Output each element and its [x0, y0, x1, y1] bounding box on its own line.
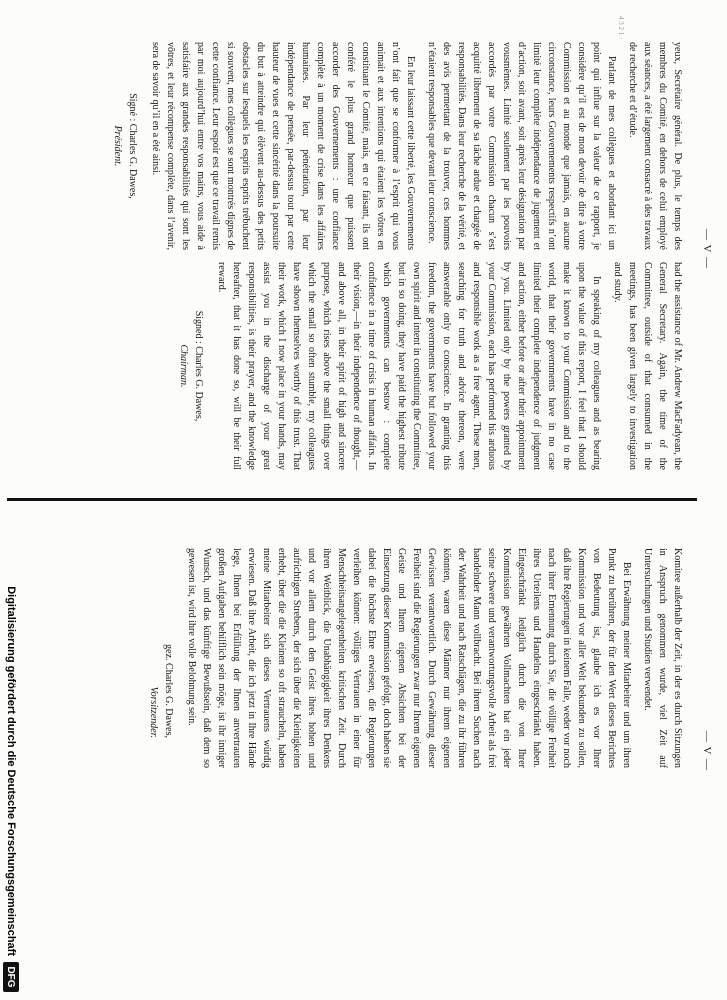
- german-signature-block: [146, 548, 176, 768]
- page-divider: [7, 498, 697, 501]
- german-paragraph: Bei Erwähnung meiner Mitarbeiter und um ihren Punkt zu berühren, der für den Wert dieses Berichtes von Bedeutung ist, glaube ich es vor Ihrer Kommission und vor aller Welt bekunden zu sollen, daß ihre Regierungen in keinem Falle, weder vor noch nach ihrer Ernennung durch Sie, die völlige Freiheit ihres Urteilens und Handelns eingeschränkt haben. Eingeschränkt lediglich durch die von Ihrer Kommission gewährten Vollmachten hat ein jeder seine schwere und verantwortungsvolle Arbeit als frei handelnder Mann vollbracht. Bei ihrem Suchen nach der Wahrheit und nach Ratschlägen, die zu ihr führen könnten, waren diese Männer nur ihrem eigenen Gewissen verantwortlich. Durch Gewährung dieser Freiheit sind die Regierungen zwar nur Ihrem eigenen Geiste und Ihrem eigenen Absichten bei der Einsetzung dieser Kommission gefolgt, doch haben sie dabei die höchste Ehre erwiesen, die Regierungen verleihen können: völliges Vertrauen in einer für Menschheitsangelegenheiten kritischen Zeit. Durch ihren Weitblick, die Unabhängigkeit ihres Denkens und vor allem durch den Geist ihres hohen und aufrichtigen Strebens, der sich über die Kleinigkeiten erhebt, über die die Kleinen so oft straucheln, haben meine Mitarbeiter sich dieses Vertrauens würdig erwiesen. Daß ihre Arbeit, die ich jetzt in Ihre Hände lege, Ihnen bei Erfüllung der Ihnen anvertrauten großen Aufgaben behilflich sein möge, ist ihr inniger Wunsch, und das künftige Bewußtsein, daß dem so gewesen ist, wird ihre volle Belohnung sein.: [186, 548, 632, 768]
- digitization-credit-text: Digitalisierung gefördert durch die Deutsche Forschungsgemeinschaft: [5, 586, 17, 956]
- english-paragraph: had the assistance of Mr. Andrew MacFadyean, the General Secretary. Again, the time of the Committee, outside of that consumed in the meetings, has been given largely to investigation and study.: [612, 262, 683, 470]
- german-signature: gez. Charles G. Dawes,: [163, 644, 174, 738]
- english-signature-role: Chairman.: [178, 344, 189, 388]
- german-paragraph: Komitee außerhalb der Zeit, in der es durch Sitzungen in Anspruch genommen wurde, viel Zeit auf Untersuchungen und Studien verwendet.: [642, 548, 683, 768]
- french-paragraph: yeux, Secrétaire général. De plus, le temps des membres du Comité, en dehors de celui employé aux séances, a été largement consacré à des travaux de recherche et d’étude.: [627, 42, 683, 250]
- german-signature-role: Vorsitzender.: [148, 686, 159, 738]
- german-column: [140, 548, 685, 768]
- page-number-right: — V —: [701, 730, 713, 772]
- english-signature-block: [176, 262, 206, 470]
- right-page: [0, 502, 727, 1000]
- dfg-logo: DFG: [3, 962, 19, 992]
- french-signature-role: Président.: [112, 125, 123, 167]
- french-signature-block: [110, 42, 140, 250]
- digitization-credit: [0, 0, 22, 1000]
- english-paragraph: In speaking of my colleagues and as bearing upon the value of this report, I feel that I should make it known to your Commission and to the world, that their governments have in no case limited their complete independence of judgment and action, either before or after their appointment by you. Limited only by the powers granted by your Commission, each has performed his arduous and responsible work as a free agent. These men, searching for truth and advice thereon, were answerable only to conscience. In granting this freedom, the governments have but followed your own spirit and intent in constituting the Committee, but in so doing, they have paid the highest tribute which governments can bestow : complete confidence in a time of crisis in human affairs. In their vision,—in their independence of thought,—and above all, in their spirit of high and sincere purpose, which rises above the small things over which the small so often stumble, my colleagues have shown themselves worthy of this trust. That their work, which I now place in your hands, may assist you in the discharge of your great responsibilities, is their prayer, and the knowledge hereafter, that it has done so, will be their full reward.: [216, 262, 602, 470]
- french-column: [104, 42, 685, 250]
- left-page: [0, 0, 727, 498]
- french-paragraph: En leur laissant cette liberté, les Gouvernements n’ont fait que se conformer à l’esprit qui vous animait et aux intentions qui étaient les vôtres en constituant le Comité, mais, en ce faisant, ils ont conféré le plus grand honneur que puissent accorder des Gouvernements : une confiance complète à un moment de crise dans les affaires humaines. Par leur pénétration, par leur indépendance de pensée, par-dessus tout par cette hauteur de vues et cette sincérité dans la poursuite du but à atteindre qui élèvent au-dessus des petits obstacles sur lesquels les esprits esprits trébuchent si souvent, mes collègues se sont montrés dignes de cette confiance. Leur espoir est que ce travail remis par moi aujourd’hui entre vos mains, vous aide à satisfaire aux grandes responsabilités qui sont les vôtres, et leur récompense complète, dans l’avenir, sera de savoir qu’il en a été ainsi.: [150, 42, 416, 250]
- french-signature: Signé : Charles G. Dawes,: [127, 93, 138, 199]
- page-number-left: — V —: [701, 228, 713, 270]
- english-signature: Signed : Charles G. Dawes,: [193, 310, 204, 422]
- english-column: [170, 262, 685, 470]
- french-paragraph: Parlant de mes collègues et abordant ici un point qui influe sur la valeur de ce rapport, je considère qu’il est de mon devoir de dire à votre Commission et au monde que jamais, en aucune circonstance, leurs Gouvernements respectifs n’ont limité leur complète indépendance de jugement et d’action, soit avant, soit après leur désignation par vousmêmes. Limité seulement par les pouvoirs accordés par votre Commission chacun s’est acquitté librement de sa tâche ardue et chargée de responsabilités. Dans leur recherche de la vérité, et des avis permettant de la trouver, ces hommes n’étaient responsables que devant leur conscience.: [426, 42, 617, 250]
- scan-mark: 4 3 2 1 ·: [617, 16, 625, 40]
